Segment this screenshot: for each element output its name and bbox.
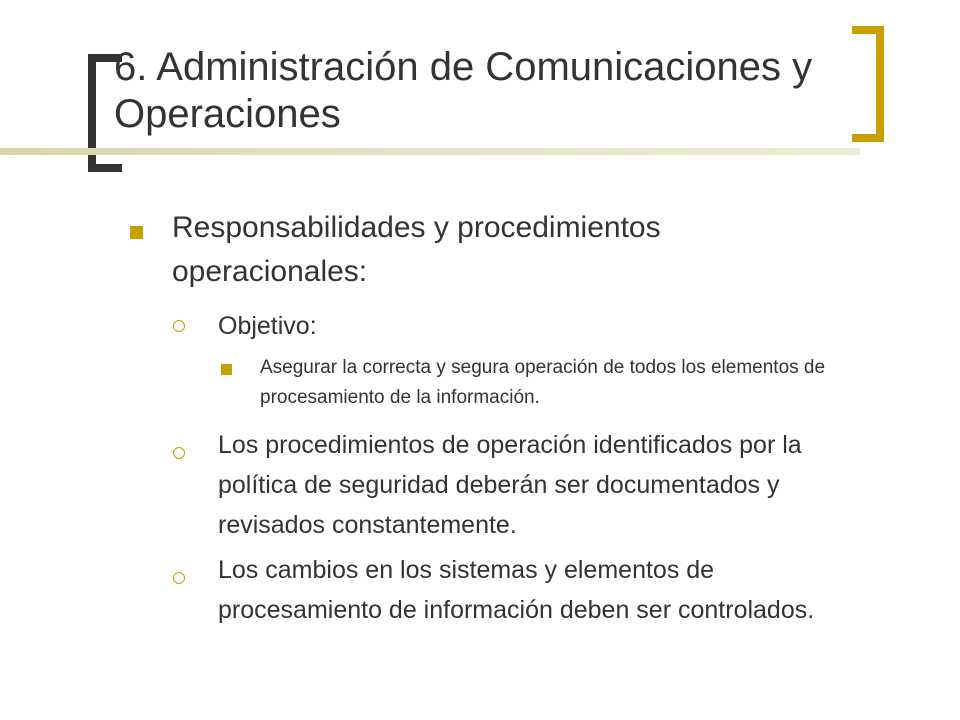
circle-bullet-icon (173, 320, 185, 332)
square-bullet-icon (221, 364, 232, 375)
square-bullet-icon (130, 226, 143, 239)
subitem-objetivo: Objetivo: (218, 312, 317, 340)
title-underline (0, 148, 860, 155)
main-bullet-text: Responsabilidades y procedimientos operacionales: (172, 211, 661, 288)
circle-bullet-icon (173, 572, 185, 584)
slide-title: 6. Administración de Comunicaciones y Operaciones (114, 45, 813, 136)
subitem-cambios: Los cambios en los sistemas y elementos de procesamiento de información deben ser controlados. (218, 556, 815, 624)
objetivo-detail: Asegurar la correcta y segura operación de todos los elementos de procesamiento de la información. (260, 357, 826, 408)
circle-bullet-icon (173, 447, 185, 459)
subitem-procedimientos: Los procedimientos de operación identificados por la política de seguridad deberán ser documentados y revisados constantemente. (218, 431, 802, 539)
right-bracket-decoration (852, 26, 884, 142)
